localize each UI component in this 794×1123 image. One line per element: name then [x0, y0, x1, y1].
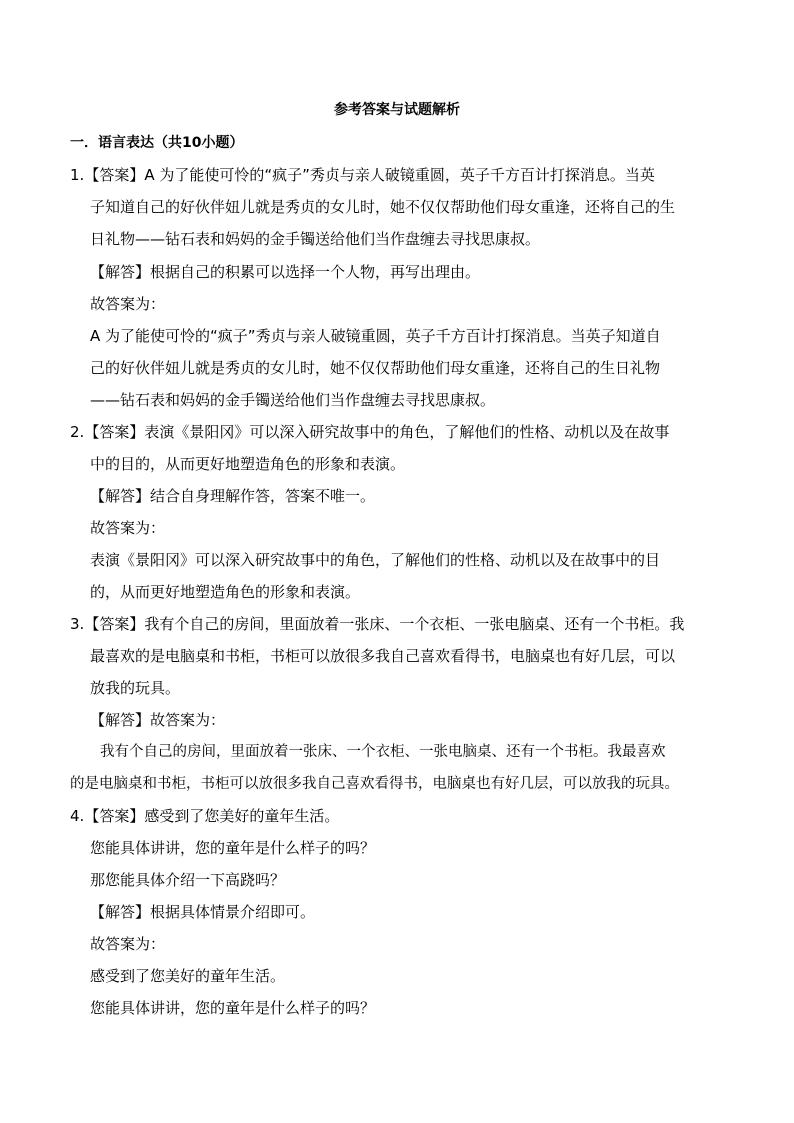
answer-text: A 为了能使可怜的“疯子”秀贞与亲人破镜重圆，英子千方百计打探消息。当英	[144, 166, 655, 184]
so-answer-label: 故答案为：	[90, 519, 166, 537]
answer-line: 放我的玩具。	[90, 679, 181, 697]
final-answer-line: ——钻石表和妈妈的金手镯送给他们当作盘缠去寻找思康叔。	[90, 391, 496, 409]
question-2-explain	[90, 486, 375, 506]
answer-tag: 【答案】	[84, 166, 145, 184]
answer-line: 那您能具体介绍一下高跷吗？	[90, 871, 286, 889]
explain-text: 根据自己的积累可以选择一个人物，再写出理由。	[150, 263, 481, 281]
question-3-explain	[90, 710, 225, 730]
question-4-explain	[90, 902, 315, 922]
answer-text: 我有个自己的房间，里面放着一张床、一个衣柜、一张电脑桌、还有一个书柜。我	[144, 615, 685, 633]
question-2-answer	[70, 422, 669, 442]
page-title: 参考答案与试题解析	[334, 102, 460, 118]
question-4-answer	[70, 806, 339, 826]
answer-line: 最喜欢的是电脑桌和书柜，书柜可以放很多我自己喜欢看得书，电脑桌也有好几层，可以	[90, 647, 676, 665]
final-answer-line: 的，从而更好地塑造角色的形象和表演。	[90, 583, 361, 601]
answer-line: 日礼物——钻石表和妈妈的金手镯送给他们当作盘缠去寻找思康叔。	[90, 230, 541, 248]
question-1-answer	[70, 165, 655, 185]
final-answer-line: A 为了能使可怜的“疯子”秀贞与亲人破镜重圆，英子千方百计打探消息。当英子知道自	[90, 327, 661, 345]
final-answer-line: 我有个自己的房间，里面放着一张床、一个衣柜、一张电脑桌、还有一个书柜。我最喜欢	[100, 744, 666, 760]
question-number: 4.	[70, 807, 85, 825]
explain-tag: 【解答】	[90, 903, 151, 921]
explain-tag: 【解答】	[90, 487, 151, 505]
question-3-answer	[70, 614, 684, 634]
answer-tag: 【答案】	[84, 423, 145, 441]
explain-tag: 【解答】	[90, 263, 151, 281]
explain-text: 结合自身理解作答，答案不唯一。	[150, 487, 376, 505]
so-answer-label: 故答案为：	[90, 935, 166, 953]
answer-line: 您能具体讲讲，您的童年是什么样子的吗？	[90, 839, 376, 857]
explain-text: 根据具体情景介绍即可。	[150, 903, 316, 921]
answer-line: 中的目的，从而更好地塑造角色的形象和表演。	[90, 455, 406, 473]
answer-tag: 【答案】	[84, 615, 145, 633]
answer-tag: 【答案】	[84, 807, 145, 825]
explain-text: 故答案为：	[150, 711, 226, 729]
final-answer-line: 的是电脑桌和书柜，书柜可以放很多我自己喜欢看得书，电脑桌也有好几层，可以放我的玩具。	[70, 776, 679, 792]
final-answer-line: 您能具体讲讲，您的童年是什么样子的吗？	[90, 999, 376, 1017]
answer-line: 子知道自己的好伙伴妞儿就是秀贞的女儿时，她不仅仅帮助他们母女重逢，还将自己的生	[90, 198, 676, 216]
question-1-explain	[90, 262, 480, 282]
final-answer-line: 感受到了您美好的童年生活。	[90, 967, 286, 985]
so-answer-label: 故答案为：	[90, 295, 166, 313]
answer-text: 表演《景阳冈》可以深入研究故事中的角色，了解他们的性格、动机以及在故事	[144, 423, 670, 441]
final-answer-line: 己的好伙伴妞儿就是秀贞的女儿时，她不仅仅帮助他们母女重逢，还将自己的生日礼物	[90, 359, 661, 377]
explain-tag: 【解答】	[90, 711, 151, 729]
section-heading: 一．语言表达（共10小题）	[70, 135, 244, 151]
final-answer-line: 表演《景阳冈》可以深入研究故事中的角色，了解他们的性格、动机以及在故事中的目	[90, 551, 661, 569]
question-number: 2.	[70, 423, 85, 441]
question-number: 1.	[70, 166, 85, 184]
answer-text: 感受到了您美好的童年生活。	[144, 807, 340, 825]
question-number: 3.	[70, 615, 85, 633]
